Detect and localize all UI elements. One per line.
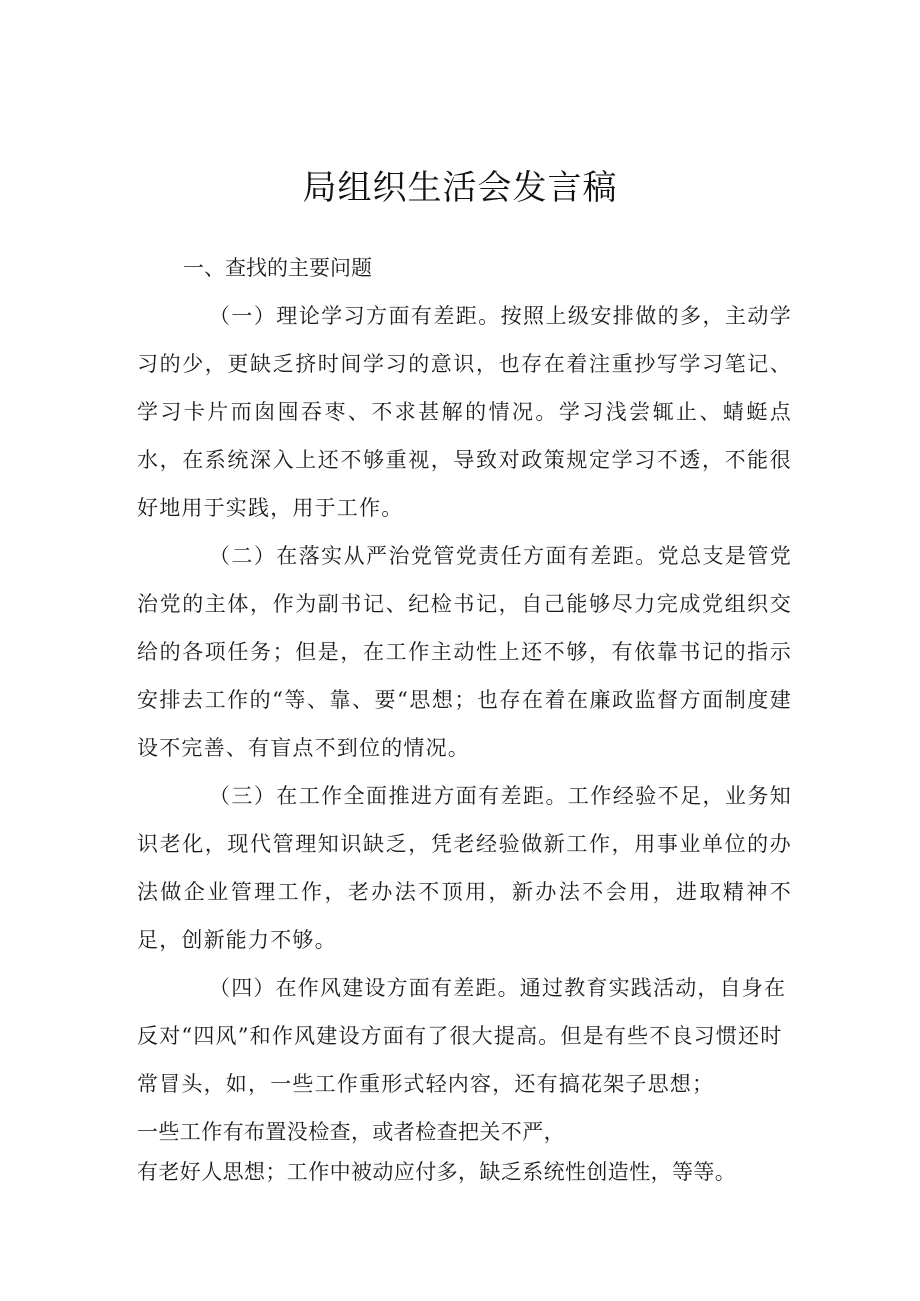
paragraph-work-style-main: （四）在作风建设方面有差距。通过教育实践活动，自身在反对“四风”和作风建设方面有了很大提高。但是有些不良习惯还时常冒头，如，一些工作重形式轻内容，还有搞花架子思想；	[137, 976, 787, 1096]
paragraph-work-style	[137, 964, 792, 1192]
paragraph-party-responsibility: （二）在落实从严治党管党责任方面有差距。党总支是管党治党的主体，作为副书记、纪检书记，自己能够尽力完成党组织交给的各项任务；但是，在工作主动性上还不够，有依靠书记的指示安排去工作的“等、靠、要“思想；也存在着在廉政监督方面制度建设不完善、有盲点不到位的情况。	[137, 544, 792, 760]
paragraph-theory-study: （一）理论学习方面有差距。按照上级安排做的多，主动学习的少，更缺乏挤时间学习的意识，也存在着注重抄写学习笔记、学习卡片而囱囤吞枣、不求甚解的情况。学习浅尝辄止、蜻蜓点水，在系统深入上还不够重视，导致对政策规定学习不透，不能很好地用于实践，用于工作。	[137, 304, 792, 520]
section-heading: 一、查找的主要问题	[183, 256, 372, 280]
document-body	[137, 244, 792, 1192]
document-title: 局组织生活会发言稿	[302, 168, 618, 208]
paragraph-work-progress: （三）在工作全面推进方面有差距。工作经验不足，业务知识老化，现代管理知识缺乏，凭老经验做新工作，用事业单位的办法做企业管理工作，老办法不顶用，新办法不会用，进取精神不足，创新能力不够。	[137, 784, 792, 952]
paragraph-work-style-line-2: 一些工作有布置没检查，或者检查把关不严，	[137, 1120, 565, 1144]
paragraph-work-style-line-3: 有老好人思想；工作中被动应付多，缺乏系统性创造性，等等。	[137, 1160, 737, 1184]
